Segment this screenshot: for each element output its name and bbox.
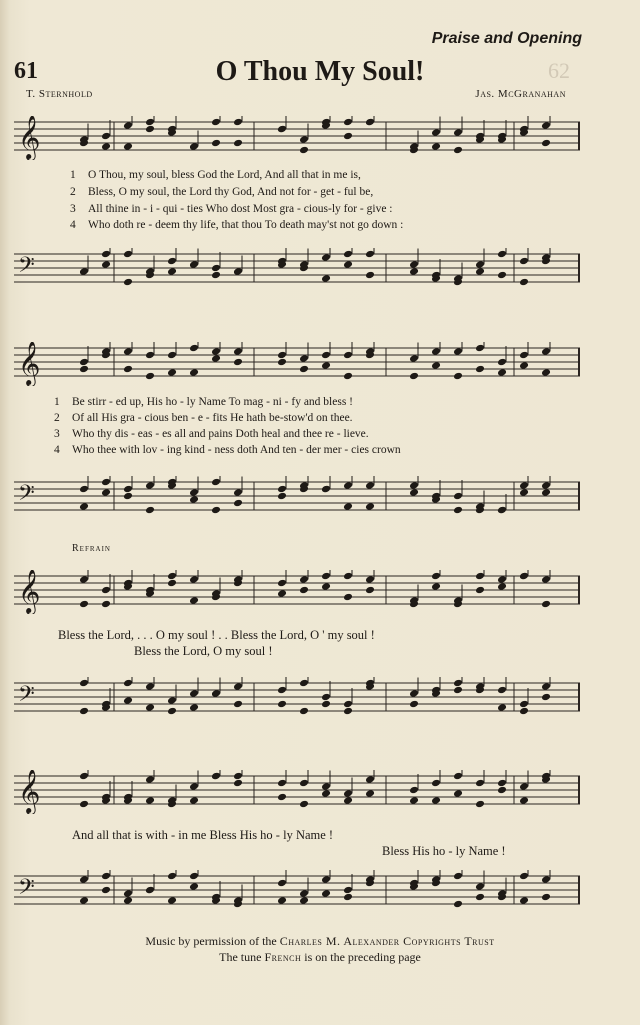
note-head [475,882,485,891]
note-head [365,481,375,490]
note-head [79,679,89,688]
note-head [541,875,551,884]
note-head [167,707,177,716]
note-head [519,796,529,805]
note-head [123,365,133,374]
note-head [519,707,529,716]
note-head [321,351,331,360]
note-head [123,492,133,501]
note-head [343,250,353,259]
note-head [211,271,221,280]
staff-treble-1 [14,116,580,160]
note-head [343,502,353,511]
note-head [453,372,463,381]
note-head [233,358,243,367]
note-head [299,354,309,363]
note-head [233,682,243,691]
note-head [145,703,155,712]
note-head [299,135,309,144]
bass-clef-icon: 𝄢 [18,481,35,511]
note-head [123,121,133,130]
note-head [343,700,353,709]
note-head [475,267,485,276]
note-head [79,485,89,494]
note-head [167,572,177,581]
note-head [409,260,419,269]
note-head [453,872,463,881]
note-head [343,372,353,381]
note-head [321,889,331,898]
note-head [101,488,111,497]
note-head [211,478,221,487]
note-head [519,257,529,266]
note-head [453,679,463,688]
note-head [145,372,155,381]
note-head [101,250,111,259]
section-heading: Praise and Opening [431,30,582,47]
refrain-lyric-line2-alto: Bless His ho - ly Name ! [382,844,506,858]
note-head [453,146,463,155]
staff-bass-1 [14,248,580,292]
verse-line: 4 Who thee with lov - ing kind - ness doth And ten - der mer - cies crown [54,444,401,456]
note-head [145,481,155,490]
treble-clef-icon: 𝄞 [18,570,41,613]
treble-clef-icon: 𝄞 [18,116,41,159]
note-head [277,579,287,588]
bleed-through-number: 62 [548,58,570,83]
note-head [189,782,199,791]
note-head [79,575,89,584]
words-author: T. Sternhold [26,88,93,100]
note-head [299,575,309,584]
bass-clef-icon: 𝄢 [18,682,35,712]
note-head [497,358,507,367]
note-head [299,896,309,905]
refrain-lyric-line1: Bless the Lord, . . . O my soul ! . . Bless the Lord, O ' my soul ! [58,628,375,642]
note-head [145,125,155,134]
hymn-title: O Thou My Soul! [215,56,425,87]
note-head [233,488,243,497]
note-head [409,488,419,497]
verse-line: 3 All thine in - i - qui - ties Who dost Most gra - cious-ly for - give : [70,203,393,215]
hymn-number: 61 [14,58,38,84]
note-head [409,372,419,381]
note-head [453,772,463,781]
note-head [475,365,485,374]
note-head [431,796,441,805]
note-head [145,775,155,784]
note-head [365,250,375,259]
note-head [497,779,507,788]
note-head [79,358,89,367]
note-head [541,682,551,691]
staff-treble-3 [14,570,580,614]
note-head [343,593,353,602]
note-head [211,118,221,127]
note-head [431,572,441,581]
note-head [277,485,287,494]
note-head [321,789,331,798]
refrain-lyric-line2: And all that is with - in me Bless His ho - ly Name ! [72,828,334,842]
music-composer: Jas. McGranahan [475,88,566,100]
note-head [79,896,89,905]
note-head [365,575,375,584]
staff-bass-2 [14,476,580,520]
note-head [475,572,485,581]
verse-line: 1 O Thou, my soul, bless God the Lord, And all that in me is, [70,169,361,181]
note-head [189,703,199,712]
verse-line: 2 Of all His gra - cious ben - e - fits He hath be-stow'd on thee. [54,412,353,424]
note-head [189,344,199,353]
note-head [321,693,331,702]
note-head [541,121,551,130]
note-head [475,779,485,788]
staff-treble-2 [14,342,580,386]
note-head [321,253,331,262]
note-head [299,679,309,688]
note-head [277,879,287,888]
staff-bass-4 [14,870,580,914]
treble-clef-icon: 𝄞 [18,770,41,813]
note-head [343,789,353,798]
staff-treble-4 [14,770,580,814]
note-head [123,278,133,287]
note-head [79,800,89,809]
note-head [431,347,441,356]
note-head [541,481,551,490]
note-head [233,772,243,781]
note-head [277,686,287,695]
note-head [541,347,551,356]
note-head [101,872,111,881]
verse-line: 3 Who thy dis - eas - es all and pains Doth heal and thee re - lieve. [54,428,369,440]
bass-clef-icon: 𝄢 [18,875,35,905]
bass-clef-icon: 𝄢 [18,253,35,283]
note-head [167,351,177,360]
note-head [541,575,551,584]
note-head [167,257,177,266]
note-head [497,703,507,712]
note-head [343,118,353,127]
note-head [365,775,375,784]
note-head [101,586,111,595]
verse-line: 2 Bless, O my soul, the Lord thy God, And not for - get - ful be, [70,186,374,198]
treble-clef-icon: 𝄞 [18,342,41,385]
note-head [277,351,287,360]
note-head [431,128,441,137]
note-head [519,351,529,360]
refrain-lyric-line1-alto: Bless the Lord, O my soul ! [134,644,273,658]
note-head [189,872,199,881]
note-head [101,142,111,151]
note-head [343,886,353,895]
note-head [211,354,221,363]
tune-note: The tune French is on the preceding page [219,950,421,964]
note-head [123,889,133,898]
note-head [299,800,309,809]
note-head [519,481,529,490]
note-head [189,495,199,504]
refrain-label: Refrain [72,543,111,554]
note-head [519,896,529,905]
note-head [167,896,177,905]
copyright-credit: Music by permission of the Charles M. Alexander Copyrights Trust [145,934,495,948]
note-head [277,779,287,788]
staff-bass-3 [14,677,580,721]
note-head [233,139,243,148]
note-head [497,582,507,591]
note-head [321,582,331,591]
note-head [123,679,133,688]
verse-line: 4 Who doth re - deem thy life, that thou To death may'st not go down : [70,219,404,231]
verse-line: 1 Be stirr - ed up, His ho - ly Name To mag - ni - fy and bless ! [54,396,353,408]
note-head [189,575,199,584]
note-head [409,689,419,698]
note-head [497,250,507,259]
note-head [453,506,463,515]
note-head [409,796,419,805]
